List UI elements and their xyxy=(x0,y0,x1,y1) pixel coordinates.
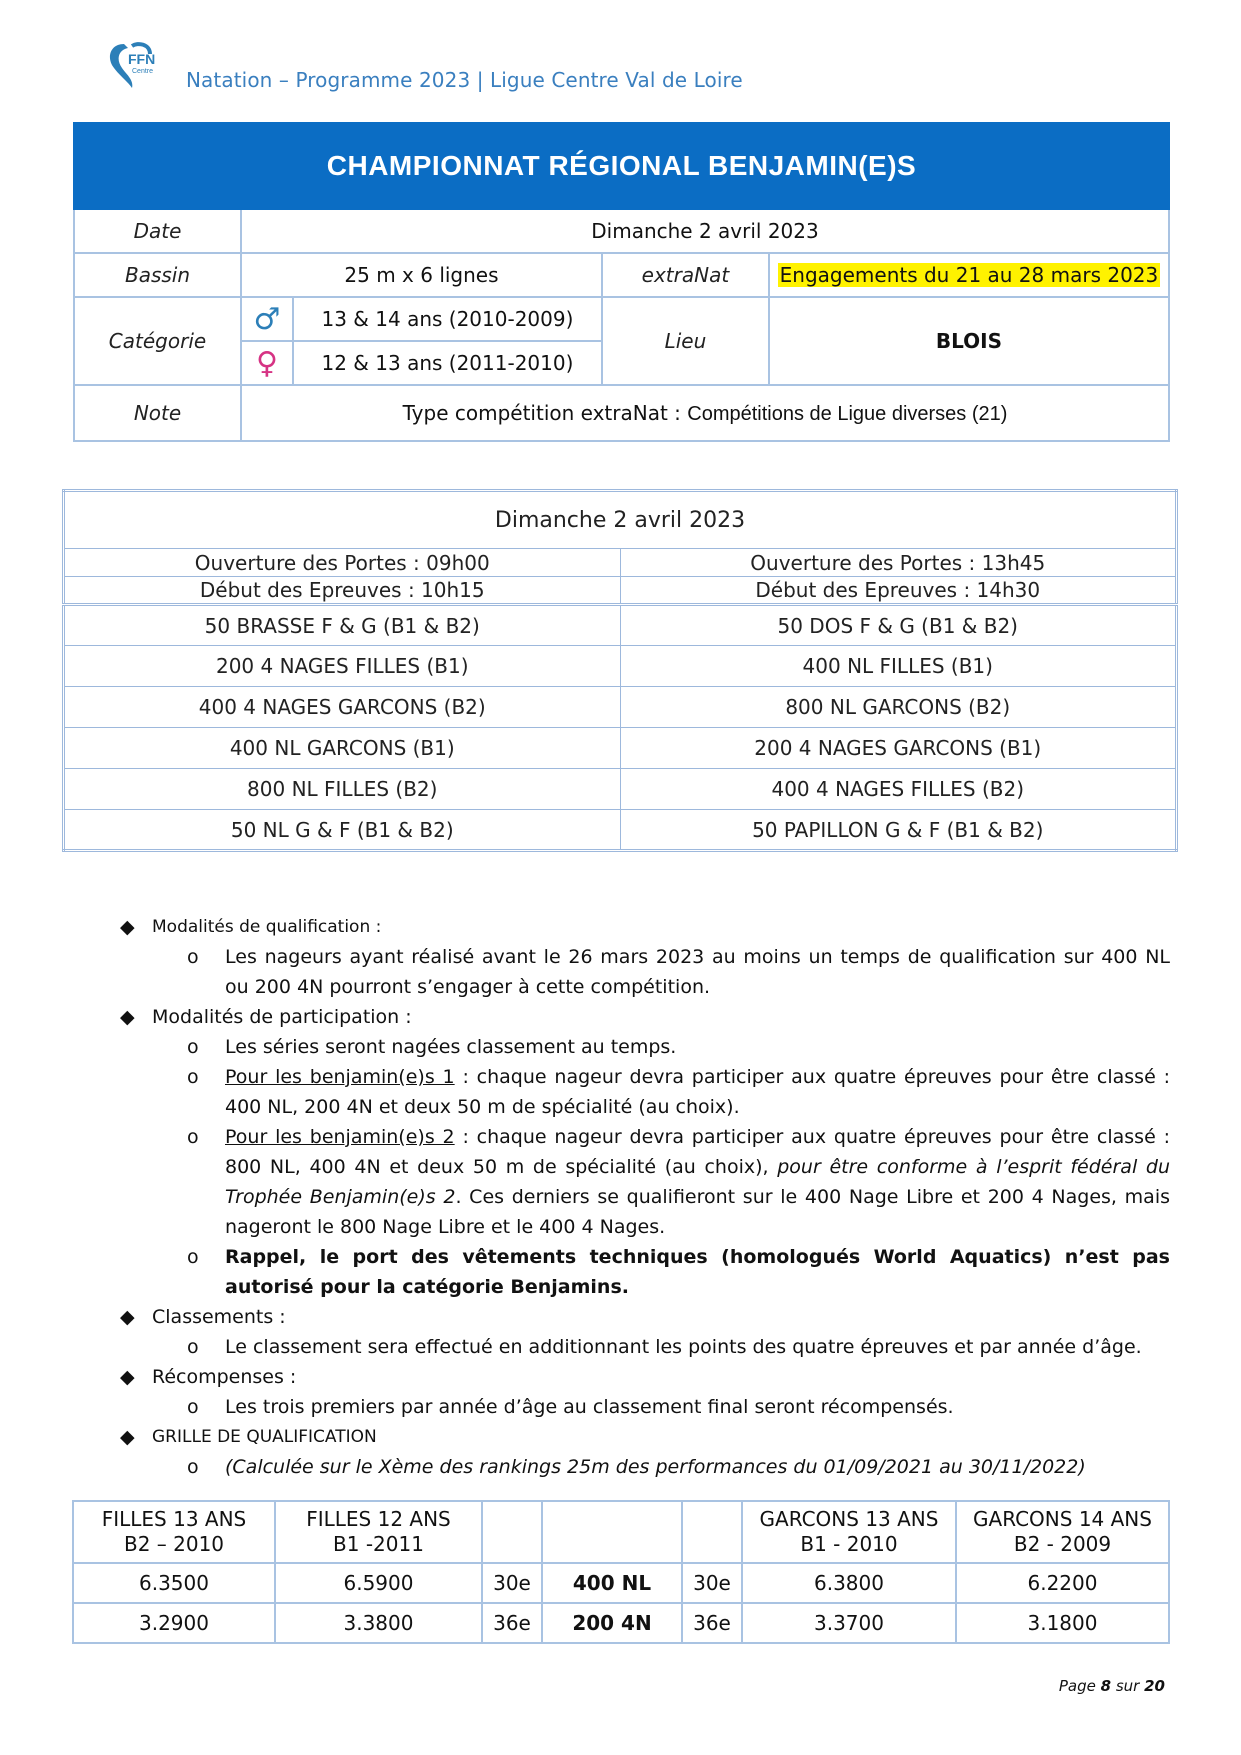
header-title: Natation – Programme 2023 | Ligue Centre Val de Loire xyxy=(186,68,743,92)
page-number: Page 8 sur 20 xyxy=(1058,1677,1165,1695)
male-ages: 13 & 14 ans (2010-2009) xyxy=(293,297,602,341)
qual-header xyxy=(682,1501,742,1563)
event-row xyxy=(64,646,1177,687)
lieu-label: Lieu xyxy=(602,297,769,385)
schedule-day: Dimanche 2 avril 2023 xyxy=(64,491,1177,549)
ffn-logo xyxy=(104,40,160,90)
diamond-icon: ◆ xyxy=(120,1006,135,1028)
rules-section xyxy=(120,912,1170,1482)
bassin-label: Bassin xyxy=(74,253,241,297)
event-morning: 200 4 NAGES FILLES (B1) xyxy=(64,646,621,687)
qual-event: 400 NL xyxy=(542,1563,682,1603)
qual-header: FILLES 12 ANS B1 -2011 xyxy=(275,1501,482,1563)
qual-cell: 6.3500 xyxy=(73,1563,275,1603)
qual-row xyxy=(73,1603,1169,1643)
event-morning: 400 NL GARCONS (B1) xyxy=(64,728,621,769)
qual-cell: 6.3800 xyxy=(742,1563,956,1603)
event-afternoon: 400 4 NAGES FILLES (B2) xyxy=(620,769,1177,810)
diamond-icon: ◆ xyxy=(120,1306,135,1328)
grille-heading: ◆ GRILLE DE QUALIFICATION xyxy=(120,1422,1170,1452)
qual-cell: 36e xyxy=(682,1603,742,1643)
participation-item: o Pour les benjamin(e)s 1 : chaque nageur devra participer aux quatre épreuves pour être classé : 400 NL, 200 4N et deux 50 m de spécialité (au choix). xyxy=(187,1066,1170,1118)
svg-text:Centre: Centre xyxy=(132,68,154,75)
event-afternoon: 800 NL GARCONS (B2) xyxy=(620,687,1177,728)
male-icon: ♂ xyxy=(241,297,293,341)
qualification-table xyxy=(72,1500,1170,1644)
qual-header xyxy=(542,1501,682,1563)
event-row xyxy=(64,728,1177,769)
event-morning: 400 4 NAGES GARCONS (B2) xyxy=(64,687,621,728)
event-morning: 800 NL FILLES (B2) xyxy=(64,769,621,810)
date-label: Date xyxy=(74,209,241,253)
note-value: Type compétition extraNat : Compétitions de Ligue diverses (21) xyxy=(241,385,1169,441)
qualification-text: o Les nageurs ayant réalisé avant le 26 mars 2023 au moins un temps de qualification sur 400 NL ou 200 4N pourront s’engager à cette compétition. xyxy=(187,946,1170,998)
diamond-icon: ◆ xyxy=(120,916,135,938)
bassin-value: 25 m x 6 lignes xyxy=(241,253,602,297)
schedule-table xyxy=(62,489,1178,852)
qualification-heading: ◆ Modalités de qualification : xyxy=(120,912,1170,942)
qual-row xyxy=(73,1563,1169,1603)
afternoon-doors: Ouverture des Portes : 13h45 xyxy=(620,549,1177,577)
event-row xyxy=(64,687,1177,728)
afternoon-start: Début des Epreuves : 14h30 xyxy=(620,577,1177,605)
qual-cell: 6.2200 xyxy=(956,1563,1169,1603)
event-morning: 50 BRASSE F & G (B1 & B2) xyxy=(64,605,621,646)
svg-text:FFN: FFN xyxy=(128,51,156,67)
event-row xyxy=(64,769,1177,810)
qual-header: GARCONS 14 ANS B2 - 2009 xyxy=(956,1501,1169,1563)
qual-cell: 36e xyxy=(482,1603,542,1643)
extranat-value xyxy=(769,253,1169,297)
event-afternoon: 50 PAPILLON G & F (B1 & B2) xyxy=(620,810,1177,851)
qual-cell: 3.3700 xyxy=(742,1603,956,1643)
competition-info-table xyxy=(73,122,1170,442)
engagements-highlight: Engagements du 21 au 28 mars 2023 xyxy=(779,263,1159,287)
grille-text: o (Calculée sur le Xème des rankings 25m des performances du 01/09/2021 au 30/11/2022) xyxy=(187,1456,1086,1478)
event-afternoon: 400 NL FILLES (B1) xyxy=(620,646,1177,687)
qual-cell: 3.1800 xyxy=(956,1603,1169,1643)
qual-header: FILLES 13 ANS B2 – 2010 xyxy=(73,1501,275,1563)
morning-doors: Ouverture des Portes : 09h00 xyxy=(64,549,621,577)
note-label: Note xyxy=(74,385,241,441)
qual-cell: 3.2900 xyxy=(73,1603,275,1643)
qual-event: 200 4N xyxy=(542,1603,682,1643)
diamond-icon: ◆ xyxy=(120,1426,135,1448)
event-afternoon: 50 DOS F & G (B1 & B2) xyxy=(620,605,1177,646)
event-afternoon: 200 4 NAGES GARCONS (B1) xyxy=(620,728,1177,769)
qual-cell: 30e xyxy=(682,1563,742,1603)
diamond-icon: ◆ xyxy=(120,1366,135,1388)
event-morning: 50 NL G & F (B1 & B2) xyxy=(64,810,621,851)
participation-reminder: o Rappel, le port des vêtements techniques (homologués World Aquatics) n’est pas autorisé pour la catégorie Benjamins. xyxy=(187,1246,1170,1298)
recompenses-heading: ◆ Récompenses : xyxy=(120,1362,1170,1392)
classements-text: o Le classement sera effectué en additionnant les points des quatre épreuves et par année d’âge. xyxy=(187,1336,1142,1358)
qual-header: GARCONS 13 ANS B1 - 2010 xyxy=(742,1501,956,1563)
categorie-label: Catégorie xyxy=(74,297,241,385)
qual-header xyxy=(482,1501,542,1563)
event-row xyxy=(64,605,1177,646)
participation-item: o Les séries seront nagées classement au temps. xyxy=(187,1036,677,1058)
extranat-label: extraNat xyxy=(602,253,769,297)
participation-heading: ◆ Modalités de participation : xyxy=(120,1002,1170,1032)
event-row xyxy=(64,810,1177,851)
participation-item: o Pour les benjamin(e)s 2 : chaque nageur devra participer aux quatre épreuves pour être classé : 800 NL, 400 4N et deux 50 m de spécialité (au choix), pour être conforme à l’esprit fédéral du Trophée Benjamin(e)s 2. Ces derniers se qualifieront sur le 400 Nage Libre et 200 4 Nages, mais nageront le 800 Nage Libre et le 400 4 Nages. xyxy=(187,1126,1171,1238)
morning-start: Début des Epreuves : 10h15 xyxy=(64,577,621,605)
qual-cell: 6.5900 xyxy=(275,1563,482,1603)
competition-title: CHAMPIONNAT RÉGIONAL BENJAMIN(E)S xyxy=(74,123,1169,209)
female-icon: ♀ xyxy=(241,341,293,385)
date-value: Dimanche 2 avril 2023 xyxy=(241,209,1169,253)
qual-cell: 30e xyxy=(482,1563,542,1603)
lieu-value: BLOIS xyxy=(769,297,1169,385)
qual-cell: 3.3800 xyxy=(275,1603,482,1643)
recompenses-text: o Les trois premiers par année d’âge au classement final seront récompensés. xyxy=(187,1396,954,1418)
classements-heading: ◆ Classements : xyxy=(120,1302,1170,1332)
female-ages: 12 & 13 ans (2011-2010) xyxy=(293,341,602,385)
